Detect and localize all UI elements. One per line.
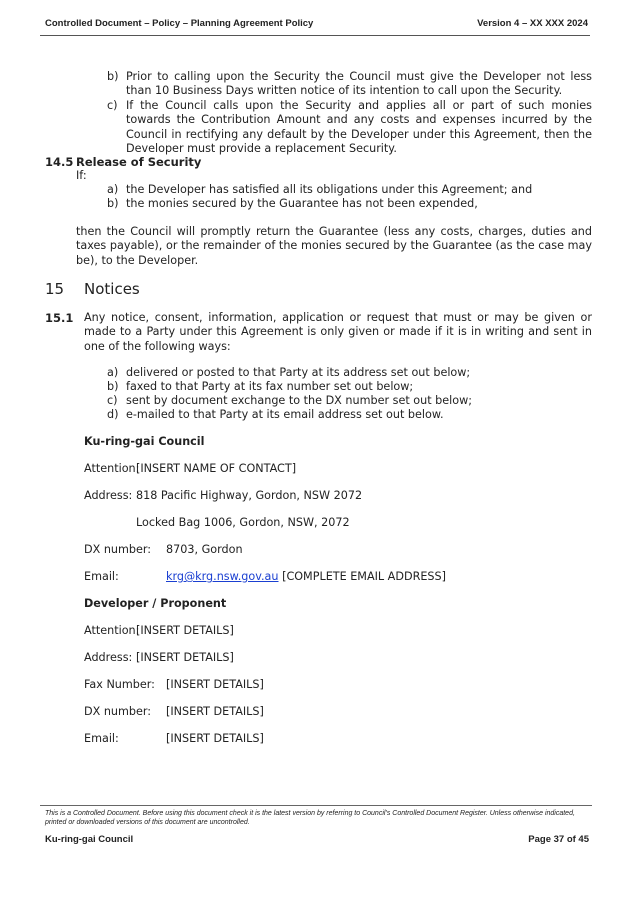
dx-label: DX number: xyxy=(84,543,152,556)
clause-heading: Release of Security xyxy=(76,155,202,169)
controlled-document-notice: This is a Controlled Document. Before using this document check it is the latest version by referring to Council’s Controlled Document Register. Unless otherwise indicated, printed or downloaded versions of this document are uncontrolled. xyxy=(45,810,575,826)
clause-intro: If: xyxy=(76,169,87,182)
item-letter-d: d) xyxy=(107,408,119,421)
item-letter-b: b) xyxy=(107,197,119,210)
developer-attention-value: [INSERT DETAILS] xyxy=(136,624,234,637)
item-letter-c: c) xyxy=(107,394,118,407)
footer-divider xyxy=(40,805,592,806)
developer-email-value: [INSERT DETAILS] xyxy=(166,732,264,745)
clause-14-5-closing: then the Council will promptly return the Guarantee (less any costs, charges, duties and taxes payable), or the remainder of the monies secured by the Guarantee (as the case may be), to the Developer. xyxy=(76,225,592,267)
page-number: Page 37 of 45 xyxy=(528,834,589,845)
council-email xyxy=(166,570,446,583)
developer-fax-value: [INSERT DETAILS] xyxy=(166,678,264,691)
item-letter-b: b) xyxy=(107,380,119,393)
notice-method-item: e-mailed to that Party at its email address set out below. xyxy=(126,408,444,421)
clause-number: 15.1 xyxy=(45,311,74,325)
council-address-line2: Locked Bag 1006, Gordon, NSW, 2072 xyxy=(136,516,350,529)
page-header xyxy=(40,16,590,34)
email-label: Email: xyxy=(84,732,119,745)
developer-address-value: [INSERT DETAILS] xyxy=(136,651,234,664)
dx-label: DX number: xyxy=(84,705,152,718)
clause-14-4-item-c: If the Council calls upon the Security and applies all or part of such monies towards the Contribution Amount and any costs and expenses incurred by the Council in rectifying any default by the Developer under this Agreement, then the Developer must provide a replacement Security. xyxy=(126,99,592,155)
council-heading: Ku-ring-gai Council xyxy=(84,435,205,448)
section-heading: Notices xyxy=(84,280,140,298)
footer-organisation: Ku-ring-gai Council xyxy=(45,834,134,845)
attention-label: Attention: xyxy=(84,624,140,637)
item-letter-c: c) xyxy=(107,99,118,112)
notice-method-item: faxed to that Party at its fax number set out below; xyxy=(126,380,414,393)
item-letter-b: b) xyxy=(107,70,119,83)
notice-method-item: sent by document exchange to the DX number set out below; xyxy=(126,394,473,407)
address-label: Address: xyxy=(84,489,133,502)
clause-15-1-text: Any notice, consent, information, application or request that must or may be given or made to a Party under this Agreement is only given or made if it is in writing and sent in one of the following ways: xyxy=(84,311,592,353)
email-placeholder: [COMPLETE EMAIL ADDRESS] xyxy=(282,570,446,583)
item-letter-a: a) xyxy=(107,183,119,196)
fax-label: Fax Number: xyxy=(84,678,155,691)
clause-14-5-item-a: the Developer has satisfied all its obligations under this Agreement; and xyxy=(126,183,533,196)
email-label: Email: xyxy=(84,570,119,583)
council-address-line1: 818 Pacific Highway, Gordon, NSW 2072 xyxy=(136,489,363,502)
attention-label: Attention: xyxy=(84,462,140,475)
header-divider xyxy=(40,35,590,36)
council-dx-value: 8703, Gordon xyxy=(166,543,243,556)
clause-14-5-item-b: the monies secured by the Guarantee has not been expended, xyxy=(126,197,478,210)
council-attention-value: [INSERT NAME OF CONTACT] xyxy=(136,462,297,475)
document-version: Version 4 – XX XXX 2024 xyxy=(477,18,588,29)
item-letter-a: a) xyxy=(107,366,119,379)
council-email-link[interactable]: krg@krg.nsw.gov.au xyxy=(166,570,279,583)
notice-method-item: delivered or posted to that Party at its address set out below; xyxy=(126,366,471,379)
clause-14-4-item-b: Prior to calling upon the Security the Council must give the Developer not less than 10 Business Days written notice of its intention to call upon the Security. xyxy=(126,70,592,98)
section-number: 15 xyxy=(45,280,65,298)
document-title: Controlled Document – Policy – Planning Agreement Policy xyxy=(45,18,314,29)
clause-number: 14.5 xyxy=(45,155,74,169)
address-label: Address: xyxy=(84,651,133,664)
developer-heading: Developer / Proponent xyxy=(84,597,227,610)
developer-dx-value: [INSERT DETAILS] xyxy=(166,705,264,718)
